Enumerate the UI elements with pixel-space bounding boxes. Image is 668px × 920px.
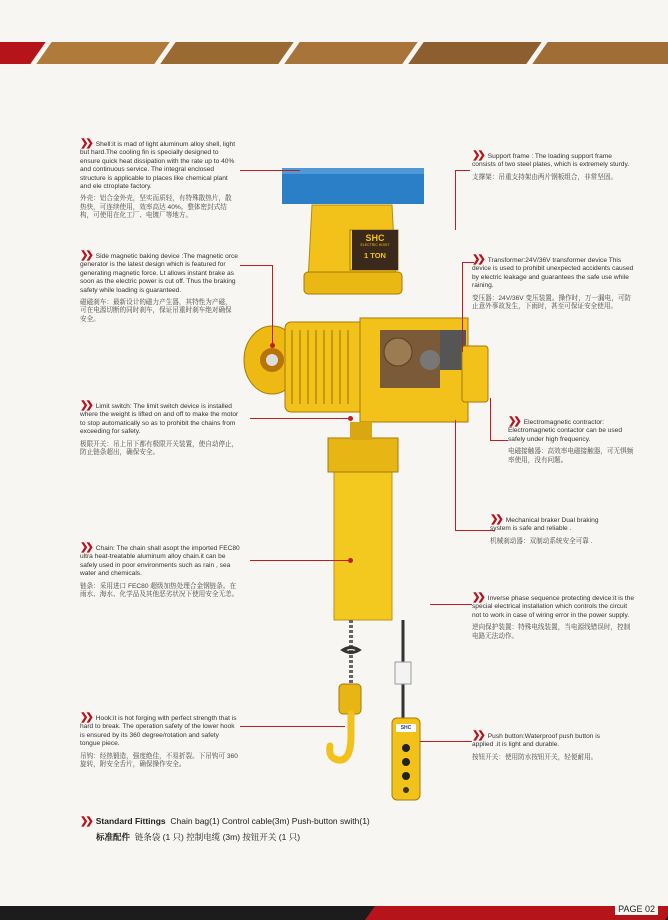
- inverse-phase-description: ❯❯ Inverse phase sequence protecting device:it is the special electrical installation which controls the circuit not to work in case of wiring error in the power supply. 逆向保护装置：特殊电线装置，当电源线错误时，控制电路无法动作。: [472, 592, 635, 640]
- page-number: PAGE 02: [615, 903, 658, 915]
- chain-description: ❯❯ Chain: The chain shall asopt the imported FEC80 ultra heat-treatable aluminum alloy chain.it can be safely used in poor environments such as rain , sea water and chemicals. 链条：采用进口 FEC80 超级加热处理合金钢链条。在雨水、海水、化学品及其他恶劣状况下使用安全无恙。: [80, 542, 240, 599]
- limit-switch-description: ❯❯ Limit switch: The limit switch device is installed where the weight is lifted on and off to make the motor to stop automatically so as to prohibit the chains from exceeding for safety. 极限开关：吊上吊下都有极限开关装置，使自动停止，防止链条超出，确保安全。: [80, 400, 239, 457]
- bottom-bar: [0, 906, 668, 920]
- chevron-icon: ❯❯: [80, 542, 91, 553]
- braker-description: ❯❯ Mechanical braker Dual braking system is safe and reliable . 机械刹动器：双制动系统安全可靠 .: [490, 514, 599, 545]
- chevron-icon: ❯❯: [472, 592, 483, 603]
- chevron-icon: ❯❯: [80, 712, 91, 723]
- standard-fittings: ❯❯ Standard Fittings Chain bag(1) Control cable(3m) Push-button swith(1) 标准配件 链条袋 (1 只) 控制电缆 (3m) 按钮开关 (1 只): [80, 816, 370, 842]
- chevron-icon: ❯❯: [472, 254, 483, 265]
- chevron-icon: ❯❯: [80, 816, 91, 827]
- brand-logo: SHC: [365, 233, 385, 243]
- contractor-description: ❯❯ Electromagnetic contractor: Electromagnetic contactor can be used safely under high frequency. 电磁接触器：高效率电磁接触器，可无惧频率使用，没有问题。: [508, 416, 634, 464]
- chevron-icon: ❯❯: [80, 250, 91, 261]
- hook-description: ❯❯ Hook:it is hot forging with perfect strength that is hard to break. The operation safety of the lower hook is ensured by its 360 degree/rotation and safety tongue piece. 吊钩：经热锻造，强度绝佳，不易折裂。下吊钩可 360 旋转，附安全舌片，确保操作安全。: [80, 712, 238, 769]
- chevron-icon: ❯❯: [490, 514, 501, 525]
- capacity-label: 1 TON: [364, 251, 386, 260]
- transformer-description: ❯❯ Transformer:24V/36V transformer device This device is used to prohibit unexpected accidents caused by electric leakage and guarantees the safe use while raining. 变压器：24V/36V 变压装置。操作时，万一漏电，可防止意外事故发生，下雨时，甚至可保证安全使用。: [472, 254, 634, 311]
- chevron-icon: ❯❯: [508, 416, 519, 427]
- shell-description: ❯❯ Shell:it is mad of light aluminum alloy shell, light but hard.The cooling fin is specially designed to ensure quick heat dissipation with the rate up to 40% and continuous service. The integral enclosed structure is applicable to places like chemical plant and ele ctroplate factory. 外壳：铝合金外壳，坚实而质轻，有特殊散热片，散热快，可连续使用，效率高达 40%。整体密封式结构，可使用在化工厂、电镀厂等地方。: [80, 138, 236, 220]
- chevron-icon: ❯❯: [472, 150, 483, 161]
- chevron-icon: ❯❯: [80, 138, 91, 149]
- pendant-brand: SHC: [400, 725, 412, 731]
- support-frame-description: ❯❯ Support frame : The loading support frame consists of two steel plates, which is extremely sturdy. 支撑架：吊重支持架由两片钢板组合，非常坚固。: [472, 150, 630, 181]
- chevron-icon: ❯❯: [472, 730, 483, 741]
- chevron-icon: ❯❯: [80, 400, 91, 411]
- lower-hook: [330, 714, 351, 760]
- push-button-description: ❯❯ Push button:Waterproof push button is applied .it is light and durable. 按钮开关：使用防水按钮开关，轻便耐用。: [472, 730, 601, 761]
- side-magnetic-description: ❯❯ Side magnetic baking device :The magnetic orce generator is the latest design which is featured for generating magnetic force. Lt allows instant brake as soon as the electric power is cut off. Thus the braking safety while loading is guaranteed. 磁磁刹车：最新设计的磁力产生器，其特性为产磁，可在电源切断的同时刹车，保证吊重时刹车绝对确保安全。: [80, 250, 238, 323]
- hoist-nameplate: SHC ELECTRIC HOIST 1 TON: [352, 230, 398, 270]
